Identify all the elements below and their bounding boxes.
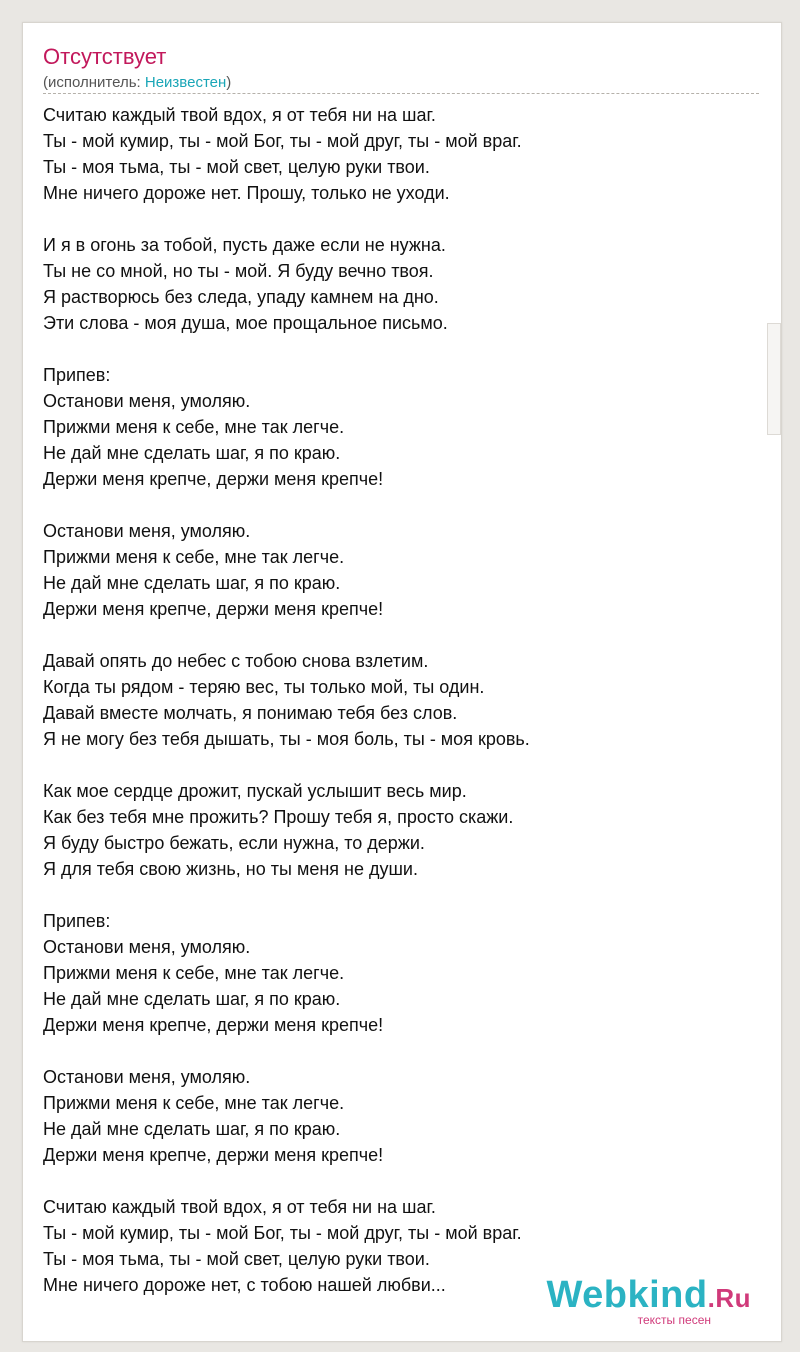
lyrics-line: Считаю каждый твой вдох, я от тебя ни на шаг. [43, 1197, 436, 1217]
artist-line [43, 74, 231, 92]
lyrics-line: Я не могу без тебя дышать, ты - моя боль, ты - моя кровь. [43, 729, 530, 749]
lyrics-line: Ты - мой кумир, ты - мой Бог, ты - мой друг, ты - мой враг. [43, 131, 522, 151]
lyrics-line: Держи меня крепче, держи меня крепче! [43, 1015, 384, 1035]
lyrics-line: Эти слова - моя душа, мое прощальное письмо. [43, 313, 448, 333]
lyrics-stanza [43, 362, 530, 492]
lyrics-stanza [43, 1194, 530, 1298]
lyrics-line: Ты - моя тьма, ты - мой свет, целую руки твои. [43, 1249, 430, 1269]
lyrics-stanza [43, 648, 530, 752]
lyrics-stanza [43, 778, 530, 882]
lyrics-line: Припев: [43, 365, 111, 385]
watermark-logo [546, 1276, 751, 1317]
lyrics-line: Я для тебя свою жизнь, но ты меня не души. [43, 859, 418, 879]
lyrics-page [22, 22, 782, 1342]
lyrics-line: Останови меня, умоляю. [43, 1067, 251, 1087]
lyrics-line: Давай опять до небес с тобою снова взлетим. [43, 651, 429, 671]
watermark-tagline: тексты песен [637, 1313, 711, 1327]
scrollbar-thumb[interactable] [767, 323, 781, 435]
lyrics-line: Держи меня крепче, держи меня крепче! [43, 469, 384, 489]
lyrics-line: Мне ничего дороже нет. Прошу, только не уходи. [43, 183, 450, 203]
header-divider [43, 93, 759, 94]
lyrics-line: Не дай мне сделать шаг, я по краю. [43, 443, 341, 463]
lyrics-line: Не дай мне сделать шаг, я по краю. [43, 989, 341, 1009]
lyrics-line: Прижми меня к себе, мне так легче. [43, 1093, 345, 1113]
lyrics-line: Держи меня крепче, держи меня крепче! [43, 1145, 384, 1165]
lyrics-line: Считаю каждый твой вдох, я от тебя ни на шаг. [43, 105, 436, 125]
lyrics-line: Припев: [43, 911, 111, 931]
lyrics-stanza [43, 908, 530, 1038]
lyrics-line: Останови меня, умоляю. [43, 391, 251, 411]
watermark-brand: Webkind [546, 1274, 708, 1316]
lyrics-line: И я в огонь за тобой, пусть даже если не нужна. [43, 235, 446, 255]
artist-link[interactable]: Неизвестен [144, 74, 227, 91]
lyrics-stanza [43, 518, 530, 622]
lyrics-line: Останови меня, умоляю. [43, 521, 251, 541]
lyrics-line: Ты не со мной, но ты - мой. Я буду вечно твоя. [43, 261, 434, 281]
lyrics-line: Давай вместе молчать, я понимаю тебя без слов. [43, 703, 458, 723]
lyrics-line: Я растворюсь без следа, упаду камнем на дно. [43, 287, 439, 307]
lyrics-body [43, 102, 530, 1324]
lyrics-line: Останови меня, умоляю. [43, 937, 251, 957]
lyrics-line: Не дай мне сделать шаг, я по краю. [43, 1119, 341, 1139]
watermark-tld: .Ru [707, 1283, 751, 1313]
lyrics-stanza [43, 232, 530, 336]
lyrics-line: Как мое сердце дрожит, пускай услышит весь мир. [43, 781, 467, 801]
song-title: Отсутствует [43, 44, 167, 69]
lyrics-line: Ты - мой кумир, ты - мой Бог, ты - мой друг, ты - мой враг. [43, 1223, 522, 1243]
lyrics-stanza [43, 102, 530, 206]
lyrics-stanza [43, 1064, 530, 1168]
lyrics-line: Не дай мне сделать шаг, я по краю. [43, 573, 341, 593]
lyrics-line: Как без тебя мне прожить? Прошу тебя я, просто скажи. [43, 807, 514, 827]
lyrics-line: Прижми меня к себе, мне так легче. [43, 417, 345, 437]
lyrics-line: Я буду быстро бежать, если нужна, то держи. [43, 833, 425, 853]
artist-suffix: ) [226, 74, 232, 91]
lyrics-line: Ты - моя тьма, ты - мой свет, целую руки твои. [43, 157, 430, 177]
scrollbar[interactable] [761, 63, 781, 1183]
lyrics-line: Держи меня крепче, держи меня крепче! [43, 599, 384, 619]
artist-prefix: (исполнитель: [43, 74, 145, 91]
lyrics-line: Когда ты рядом - теряю вес, ты только мой, ты один. [43, 677, 485, 697]
lyrics-line: Прижми меня к себе, мне так легче. [43, 963, 345, 983]
lyrics-line: Мне ничего дороже нет, с тобою нашей любви... [43, 1275, 446, 1295]
site-watermark [546, 1276, 751, 1327]
lyrics-line: Прижми меня к себе, мне так легче. [43, 547, 345, 567]
